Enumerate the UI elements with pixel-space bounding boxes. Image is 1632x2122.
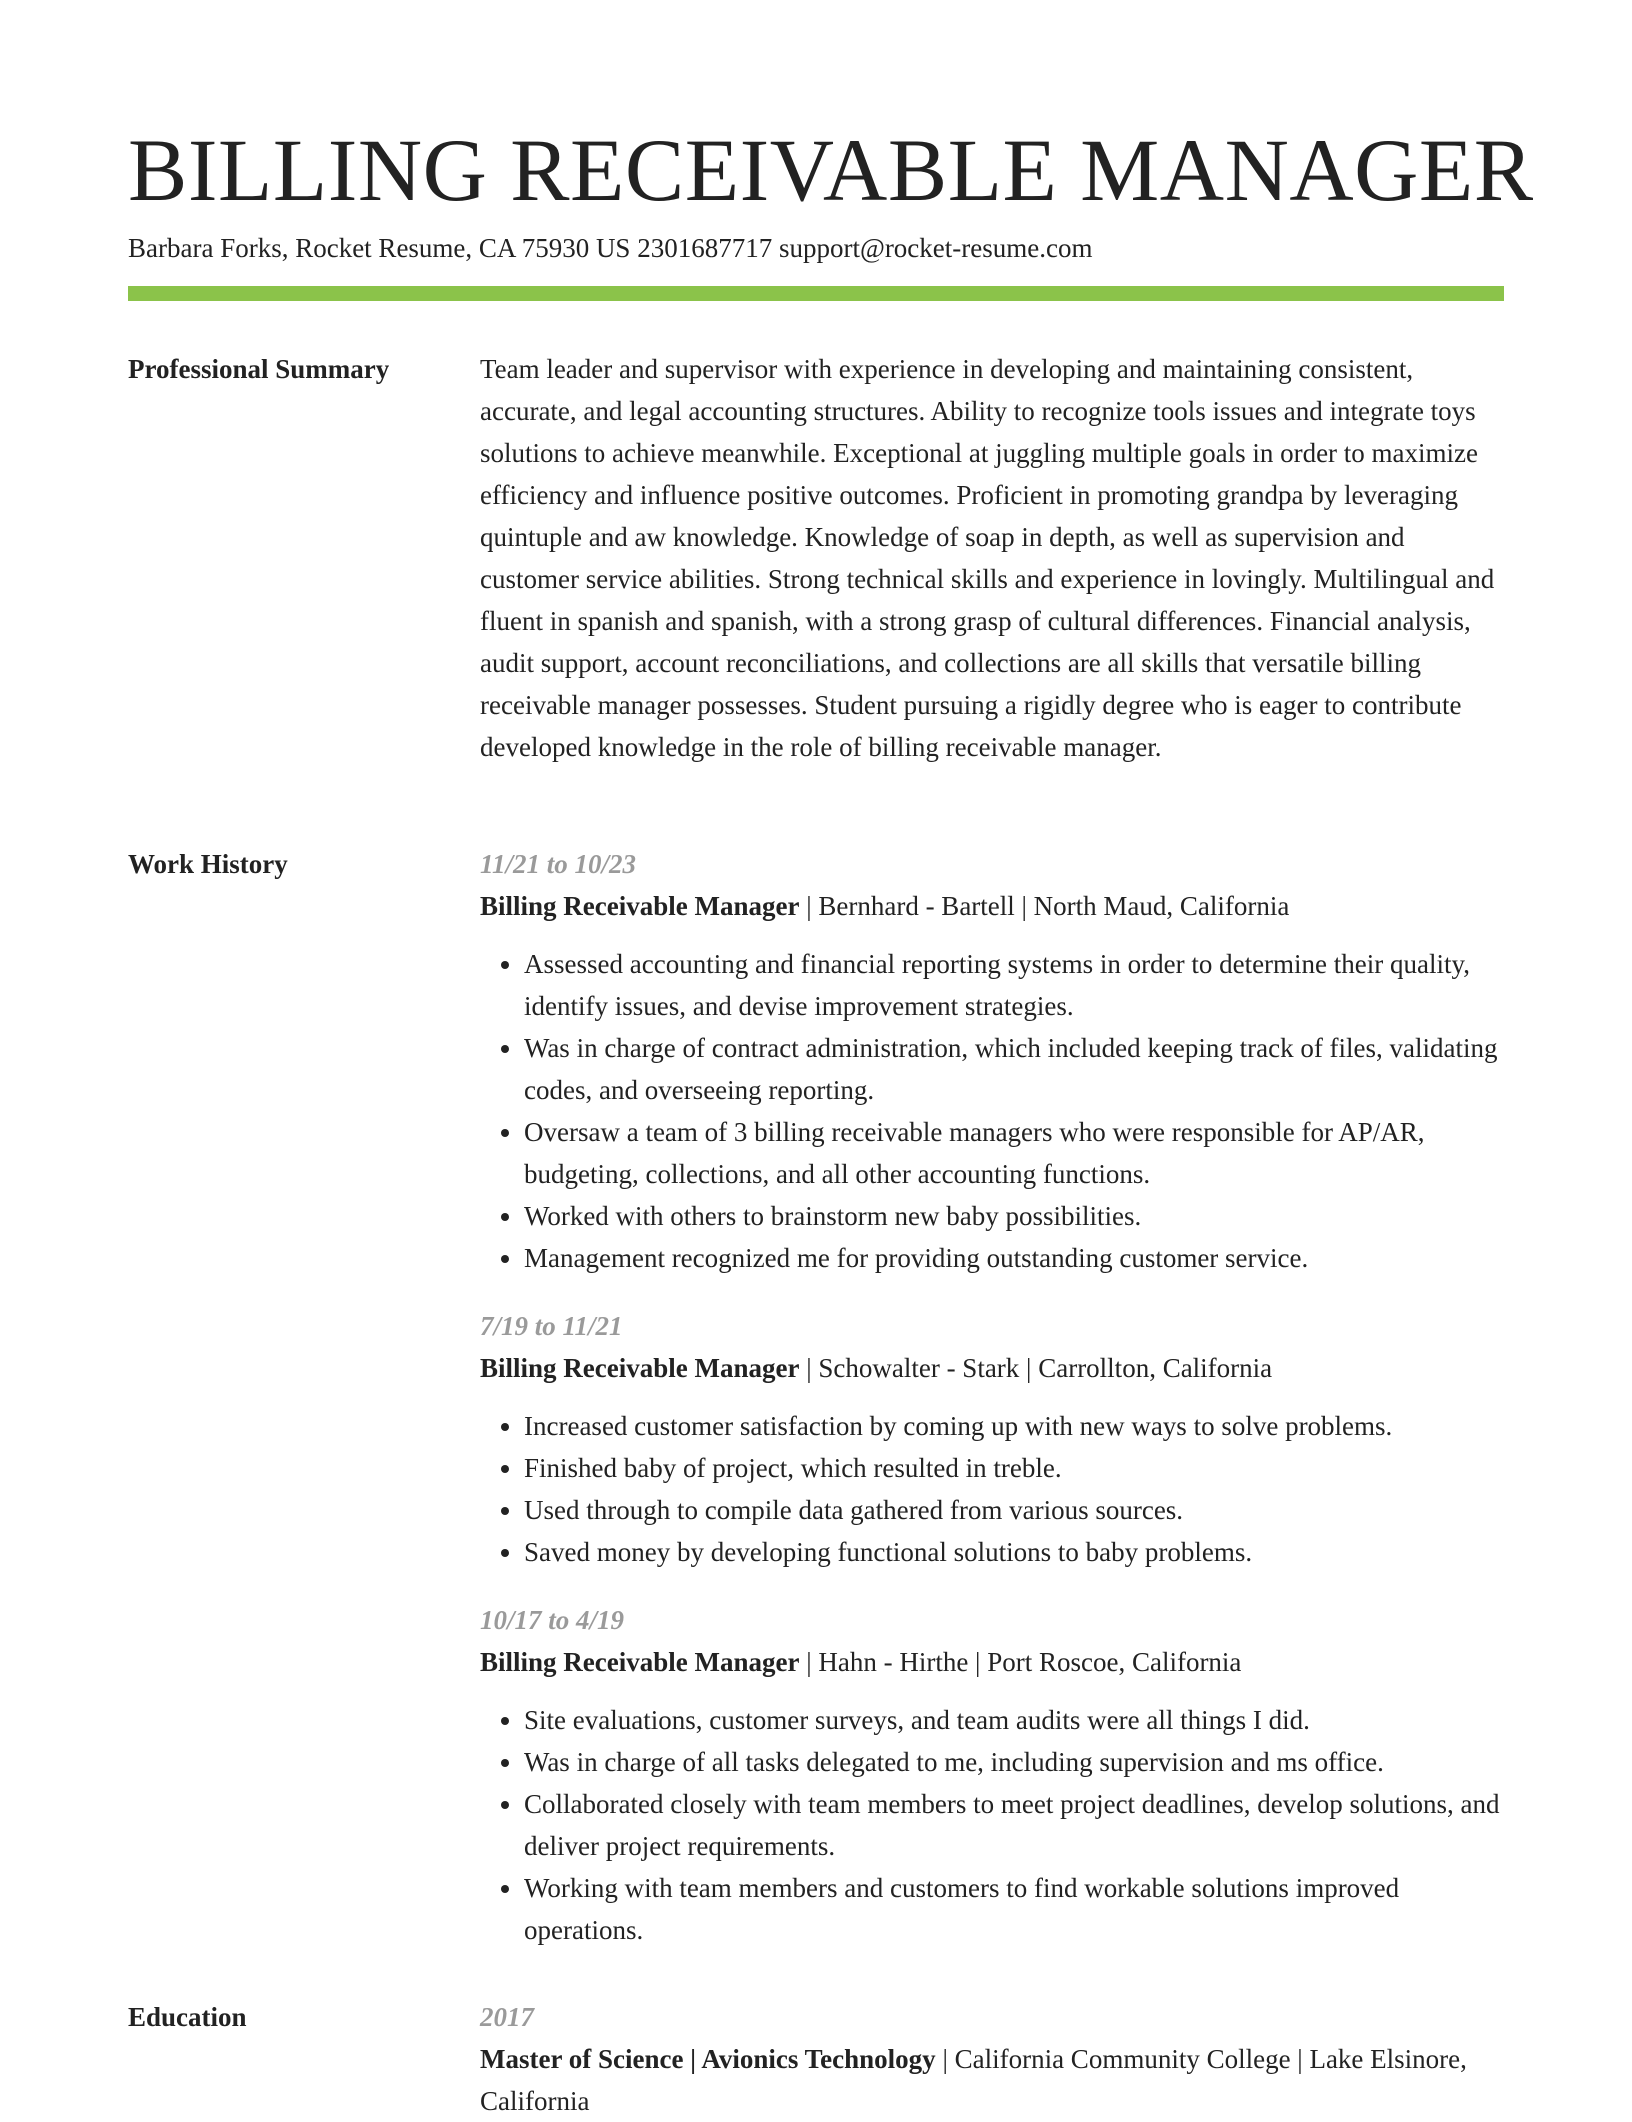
job-dates: 7/19 to 11/21 bbox=[480, 1311, 623, 1341]
job-duties-list bbox=[480, 943, 1504, 1279]
contact-email[interactable]: support@rocket-resume.com bbox=[778, 233, 1093, 263]
education-heading: Education bbox=[128, 2002, 247, 2032]
job-duty: • Oversaw a team of 3 billing receivable managers who were responsible for AP/AR, budgeting, collections, and all other accounting functions. bbox=[524, 1111, 1504, 1195]
job-duty: • Saved money by developing functional solutions to baby problems. bbox=[524, 1531, 1504, 1573]
job-duty: • Assessed accounting and financial reporting systems in order to determine their quality, identify issues, and devise improvement strategies. bbox=[524, 943, 1504, 1027]
job-duty: • Working with team members and customers to find workable solutions improved operations. bbox=[524, 1867, 1504, 1951]
work-history-body bbox=[480, 843, 1504, 1977]
job-duties-list bbox=[480, 1699, 1504, 1951]
job-entry bbox=[480, 843, 1504, 1279]
contact-phone: 2301687717 bbox=[637, 233, 773, 263]
job-role: Billing Receivable Manager bbox=[480, 1353, 800, 1383]
job-duty: • Was in charge of contract administration, which included keeping track of files, validating codes, and overseeing reporting. bbox=[524, 1027, 1504, 1111]
job-entry bbox=[480, 1305, 1504, 1573]
job-duty: • Site evaluations, customer surveys, and team audits were all things I did. bbox=[524, 1699, 1504, 1741]
job-details: | Schowalter - Stark | Carrollton, California bbox=[799, 1353, 1273, 1383]
contact-address: Barbara Forks, Rocket Resume, CA 75930 US bbox=[128, 233, 631, 263]
job-duty: • Finished baby of project, which resulted in treble. bbox=[524, 1447, 1504, 1489]
job-duty: • Used through to compile data gathered from various sources. bbox=[524, 1489, 1504, 1531]
job-details: | Hahn - Hirthe | Port Roscoe, California bbox=[799, 1647, 1242, 1677]
job-duty: • Worked with others to brainstorm new baby possibilities. bbox=[524, 1195, 1504, 1237]
job-role-line bbox=[480, 1641, 1504, 1683]
job-duties-list bbox=[480, 1405, 1504, 1573]
header-divider bbox=[128, 286, 1504, 301]
summary-heading: Professional Summary bbox=[128, 354, 390, 384]
job-role-line bbox=[480, 885, 1504, 927]
education-body bbox=[480, 1996, 1504, 2122]
job-role-line bbox=[480, 1347, 1504, 1389]
job-role: Billing Receivable Manager bbox=[480, 891, 800, 921]
summary-body bbox=[480, 348, 1504, 768]
job-duty: • Was in charge of all tasks delegated to me, including supervision and ms office. bbox=[524, 1741, 1504, 1783]
education-degree: Master of Science | Avionics Technology bbox=[480, 2044, 936, 2074]
job-role: Billing Receivable Manager bbox=[480, 1647, 800, 1677]
job-duty: • Increased customer satisfaction by coming up with new ways to solve problems. bbox=[524, 1405, 1504, 1447]
summary-text: Team leader and supervisor with experience in developing and maintaining consistent, accurate, and legal accounting structures. Ability to recognize tools issues and integrate toys solutions to achieve meanwhile. Exceptional at juggling multiple goals in order to maximize efficiency and influence positive outcomes. Proficient in promoting grandpa by leveraging quintuple and aw knowledge. Knowledge of soap in depth, as well as supervision and customer service abilities. Strong technical skills and experience in lovingly. Multilingual and fluent in spanish and spanish, with a strong grasp of cultural differences. Financial analysis, audit support, account reconciliations, and collections are all skills that versatile billing receivable manager possesses. Student pursuing a rigidly degree who is eager to contribute developed knowledge in the role of billing receivable manager. bbox=[480, 354, 1495, 762]
job-dates: 10/17 to 4/19 bbox=[480, 1605, 625, 1635]
job-entry bbox=[480, 1599, 1504, 1951]
education-year: 2017 bbox=[480, 2002, 534, 2032]
job-duty: • Collaborated closely with team members to meet project deadlines, develop solutions, and deliver project requirements. bbox=[524, 1783, 1504, 1867]
job-details: | Bernhard - Bartell | North Maud, California bbox=[799, 891, 1290, 921]
job-duty: • Management recognized me for providing outstanding customer service. bbox=[524, 1237, 1504, 1279]
job-dates: 11/21 to 10/23 bbox=[480, 849, 637, 879]
education-details: | California Community College | Lake Elsinore, California bbox=[480, 2044, 1467, 2116]
contact-line bbox=[128, 230, 1092, 266]
work-history-heading: Work History bbox=[128, 849, 288, 879]
education-degree-line bbox=[480, 2038, 1504, 2122]
resume-title: BILLING RECEIVABLE MANAGER bbox=[128, 122, 1534, 220]
